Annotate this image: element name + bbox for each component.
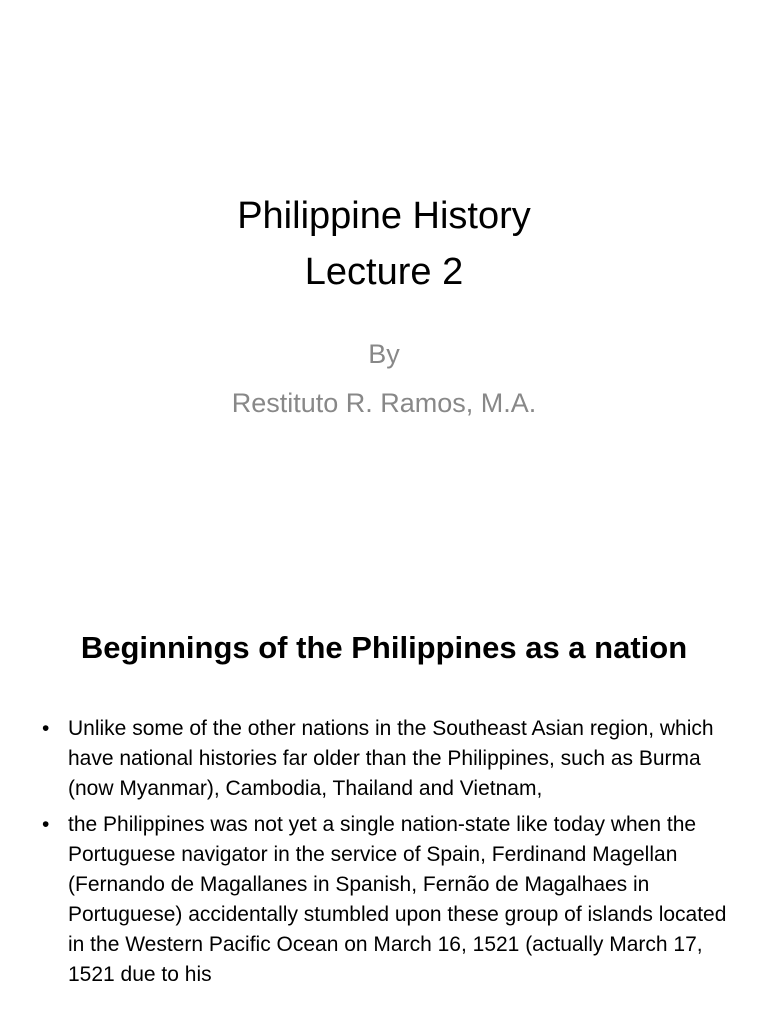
content-slide	[0, 576, 768, 1024]
bullet-icon: •	[42, 813, 50, 836]
bullet-item	[40, 810, 730, 990]
bullet-list	[40, 714, 730, 996]
slide-title-line-1: Philippine History	[237, 195, 531, 237]
slide-heading: Beginnings of the Philippines as a nation	[80, 630, 688, 665]
slide-subtitle-by: By	[368, 339, 400, 369]
bullet-icon: •	[42, 717, 50, 740]
slide-subtitle-author: Restituto R. Ramos, M.A.	[231, 388, 537, 418]
bullet-text: Unlike some of the other nations in the Southeast Asian region, which have national histories far older than the Philippines, such as Burma (now Myanmar), Cambodia, Thailand and Vietnam,	[68, 717, 714, 800]
bullet-item	[40, 714, 730, 804]
bullet-text: the Philippines was not yet a single nation-state like today when the Portuguese navigator in the service of Spain, Ferdinand Magellan (Fernando de Magallanes in Spanish, Fernão de Magalhaes in Portuguese) accidentally stumbled upon these group of islands located in the Western Pacific Ocean on March 16, 1521 (actually March 17, 1521 due to his	[68, 813, 727, 986]
slide-title-line-2: Lecture 2	[304, 251, 464, 293]
